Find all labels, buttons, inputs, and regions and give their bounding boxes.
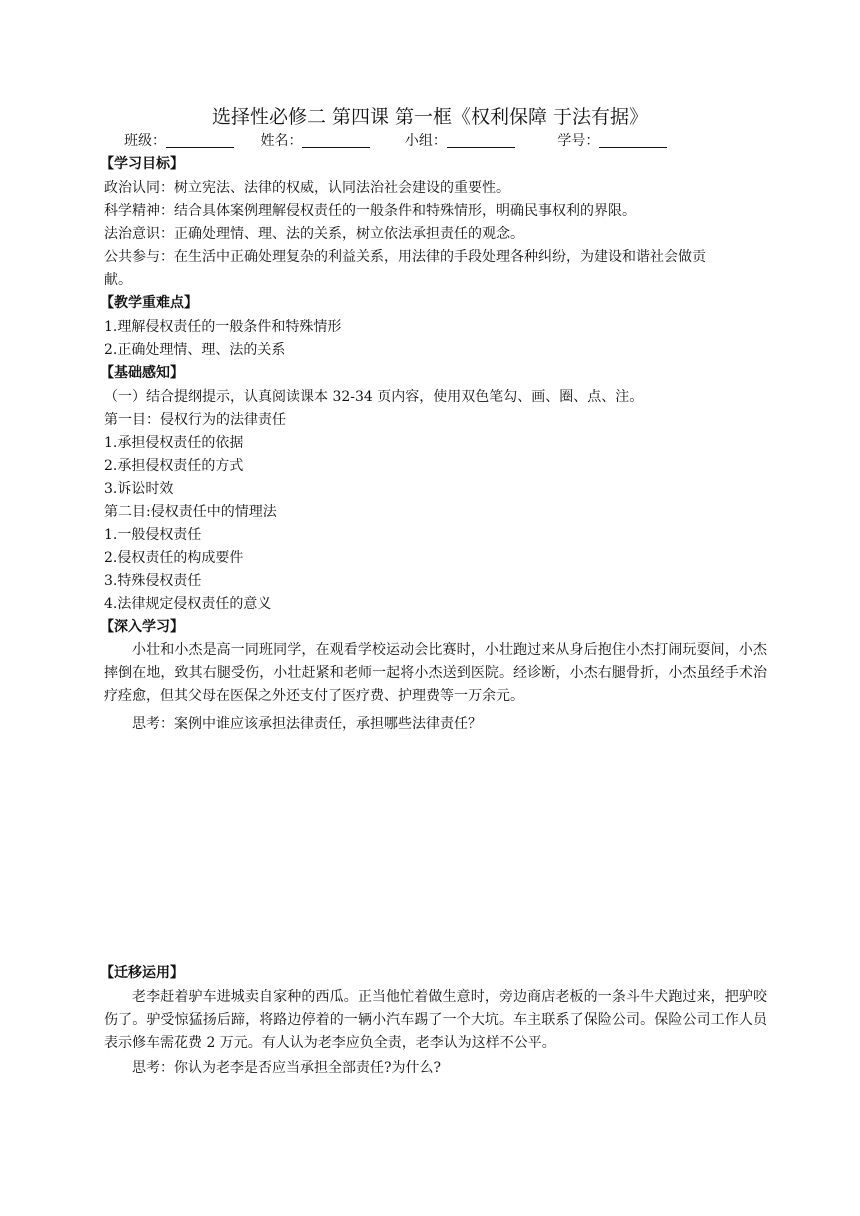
group-label: 小组： — [404, 133, 447, 149]
answer-space[interactable] — [104, 1082, 767, 1192]
name-label: 姓名： — [260, 133, 303, 149]
class-label: 班级： — [124, 133, 166, 149]
case-paragraph: 小壮和小杰是高一同班同学，在观看学校运动会比赛时，小壮跑过来从身后抱住小杰打闹玩耍间，小杰摔倒在地，致其右腿受伤，小壮赶紧和老师一起将小杰送到医院。经诊断，小杰右腿骨折，小杰虽经手术治疗痊愈，但其父母在医保之外还支付了医疗费、护理费等一万余元。 — [104, 642, 767, 704]
case-paragraph: 老李赶着驴车进城卖自家种的西瓜。正当他忙着做生意时，旁边商店老板的一条斗牛犬跑过来，把驴咬伤了。驴受惊猛扬后蹄，将路边停着的一辆小汽车踢了一个大坑。车主联系了保险公司。保险公司工作人员表示修车需花费 2 万元。有人认为老李应负全责，老李认为这样不公平。 — [104, 989, 767, 1051]
outline-item: 第二目:侵权责任中的情理法 — [104, 504, 277, 520]
goal-item: 政治认同：树立宪法、法律的权威，认同法治社会建设的重要性。 — [104, 180, 510, 196]
think-question: 思考：你认为老李是否应当承担全部责任?为什么? — [132, 1060, 442, 1076]
goal-item: 法治意识：正确处理情、理、法的关系，树立依法承担责任的观念。 — [104, 226, 524, 242]
goal-item: 科学精神：结合具体案例理解侵权责任的一般条件和特殊情形，明确民事权利的界限。 — [104, 203, 636, 219]
outline-item: 第一目：侵权行为的法律责任 — [104, 412, 286, 428]
section-heading-goals: 【学习目标】 — [100, 156, 184, 172]
student-id-label: 学号： — [557, 133, 600, 149]
outline-item: 1.承担侵权责任的依据 — [104, 435, 244, 451]
student-id-blank[interactable] — [599, 133, 667, 148]
class-blank[interactable] — [166, 133, 234, 148]
outline-item: 2.侵权责任的构成要件 — [104, 550, 244, 566]
student-info-row — [124, 130, 667, 150]
section-heading-deep-study: 【深入学习】 — [100, 619, 184, 635]
outline-item: 4.法律规定侵权责任的意义 — [104, 596, 272, 612]
think-question: 思考：案例中谁应该承担法律责任，承担哪些法律责任？ — [132, 716, 482, 732]
group-blank[interactable] — [447, 133, 515, 148]
name-blank[interactable] — [302, 133, 370, 148]
key-point-item: 1.理解侵权责任的一般条件和特殊情形 — [104, 319, 342, 335]
section-heading-transfer: 【迁移运用】 — [100, 965, 184, 981]
outline-item: 3.特殊侵权责任 — [104, 573, 202, 589]
basics-intro: （一）结合提纲提示，认真阅读课本 32-34 页内容，使用双色笔勾、画、圈、点、注。 — [104, 389, 644, 405]
section-heading-basics: 【基础感知】 — [100, 365, 184, 381]
outline-item: 3.诉讼时效 — [104, 481, 174, 497]
section-heading-key-points: 【教学重难点】 — [100, 295, 198, 311]
goal-item: 公共参与：在生活中正确处理复杂的利益关系，用法律的手段处理各种纠纷，为建设和谐社会做贡 — [104, 249, 706, 265]
outline-item: 1.一般侵权责任 — [104, 527, 202, 543]
goal-item: 献。 — [104, 272, 132, 288]
answer-space[interactable] — [104, 740, 767, 955]
page-title: 选择性必修二 第四课 第一框《权利保障 于法有据》 — [211, 106, 649, 128]
outline-item: 2.承担侵权责任的方式 — [104, 458, 244, 474]
key-point-item: 2.正确处理情、理、法的关系 — [104, 342, 286, 358]
